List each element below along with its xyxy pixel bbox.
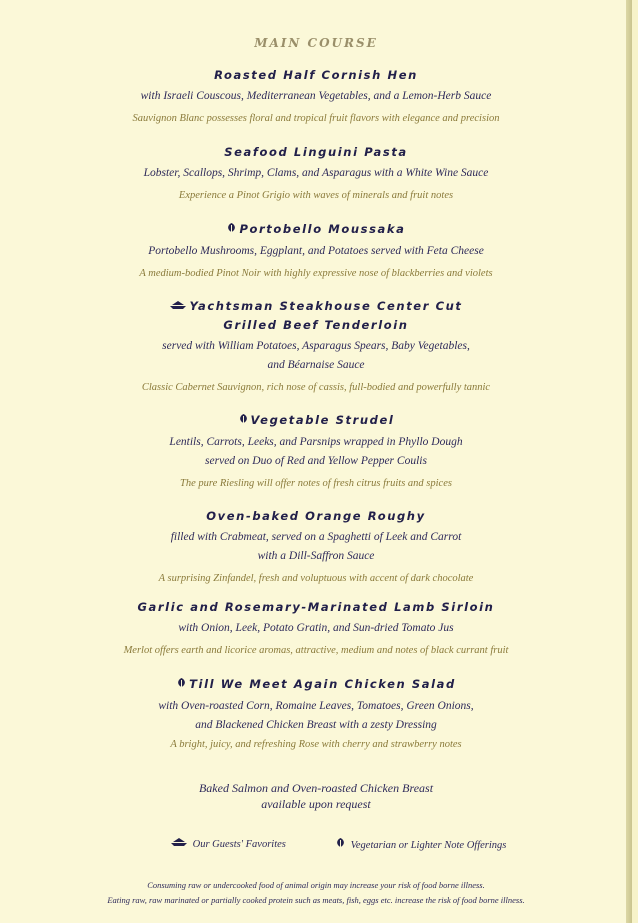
wine-pairing: A surprising Zinfandel, fresh and voluptuous with accent of dark chocolate [158, 573, 474, 584]
on-request-line2: available upon request [261, 797, 371, 811]
dish-name-line2: Grilled Beef Tenderloin [223, 318, 409, 332]
legend-vegetarian-label: Vegetarian or Lighter Note Offerings [350, 840, 507, 851]
dish-description: served with William Potatoes, Asparagus Spears, Baby Vegetables, [162, 340, 470, 352]
wine-pairing: Experience a Pinot Grigio with waves of minerals and fruit notes [178, 190, 454, 201]
dish-description: with Onion, Leek, Potato Gratin, and Sun-dried Tomato Jus [178, 622, 454, 634]
legend-favorite [170, 837, 286, 850]
dish-name: Till We Meet Again Chicken Salad [189, 677, 456, 691]
dish-name-row [0, 675, 632, 694]
disclaimer-line1: Consuming raw or undercooked food of animal origin may increase your risk of food borne illness. [147, 880, 485, 890]
wine-pairing: Merlot offers earth and licorice aromas, attractive, medium and notes of black currant fruit [123, 645, 509, 656]
dish-item [0, 411, 632, 492]
dish-item [0, 675, 632, 753]
dish-name: Vegetable Strudel [250, 413, 395, 427]
dish-name: Portobello Moussaka [239, 222, 406, 236]
leaf-icon [226, 221, 237, 239]
dish-name-row [0, 411, 632, 430]
dish-description-line2: and Blackened Chicken Breast with a zesty Dressing [195, 719, 437, 731]
wine-pairing: Sauvignon Blanc possesses floral and tropical fruit flavors with elegance and precision [132, 113, 500, 124]
dish-name-row [0, 220, 632, 239]
section-title: MAIN COURSE [254, 36, 378, 50]
on-request-note [0, 780, 632, 812]
ship-icon [170, 837, 188, 850]
legend-vegetarian [335, 837, 506, 851]
leaf-icon [238, 412, 249, 430]
dish-description: with Oven-roasted Corn, Romaine Leaves, Tomatoes, Green Onions, [158, 700, 474, 712]
on-request-line1: Baked Salmon and Oven-roasted Chicken Breast [198, 781, 434, 795]
dish-name: Seafood Linguini Pasta [224, 145, 408, 159]
dish-item [0, 66, 632, 127]
dish-description: with Israeli Couscous, Mediterranean Vegetables, and a Lemon-Herb Sauce [140, 90, 492, 102]
legend-favorite-label: Our Guests' Favorites [192, 839, 286, 850]
dish-name: Garlic and Rosemary-Marinated Lamb Sirloin [137, 600, 495, 614]
dish-name: Roasted Half Cornish Hen [214, 68, 418, 82]
dish-description-line2: with a Dill-Saffron Sauce [257, 550, 375, 562]
dish-name-row [0, 297, 632, 316]
leaf-icon [335, 837, 346, 851]
dish-name: Yachtsman Steakhouse Center Cut [189, 299, 463, 313]
disclaimer-line2: Eating raw, raw marinated or partially cooked protein such as meats, fish, eggs etc. increase the risk of food borne illness. [107, 895, 525, 905]
dish-description: filled with Crabmeat, served on a Spaghetti of Leek and Carrot [170, 531, 462, 543]
wine-pairing: A bright, juicy, and refreshing Rose with cherry and strawberry notes [170, 739, 462, 750]
wine-pairing: The pure Riesling will offer notes of fresh citrus fruits and spices [180, 478, 452, 489]
wine-pairing: Classic Cabernet Sauvignon, rich nose of cassis, full-bodied and powerfully tannic [141, 382, 491, 393]
dish-description-line2: served on Duo of Red and Yellow Pepper Coulis [205, 455, 427, 467]
dish-description-line2: and Béarnaise Sauce [267, 359, 365, 371]
dish-item [0, 507, 632, 587]
wine-pairing: A medium-bodied Pinot Noir with highly expressive nose of blackberries and violets [139, 268, 493, 279]
dish-description: Lobster, Scallops, Shrimp, Clams, and Asparagus with a White Wine Sauce [143, 167, 489, 179]
ship-icon [169, 298, 187, 316]
dish-item [0, 220, 632, 282]
dish-item [0, 598, 632, 659]
dish-item [0, 143, 632, 204]
dish-item [0, 297, 632, 396]
dish-description: Portobello Mushrooms, Eggplant, and Potatoes served with Feta Cheese [148, 245, 484, 257]
leaf-icon [176, 676, 187, 694]
dish-description: Lentils, Carrots, Leeks, and Parsnips wrapped in Phyllo Dough [169, 436, 463, 448]
dish-name: Oven-baked Orange Roughy [206, 509, 426, 523]
